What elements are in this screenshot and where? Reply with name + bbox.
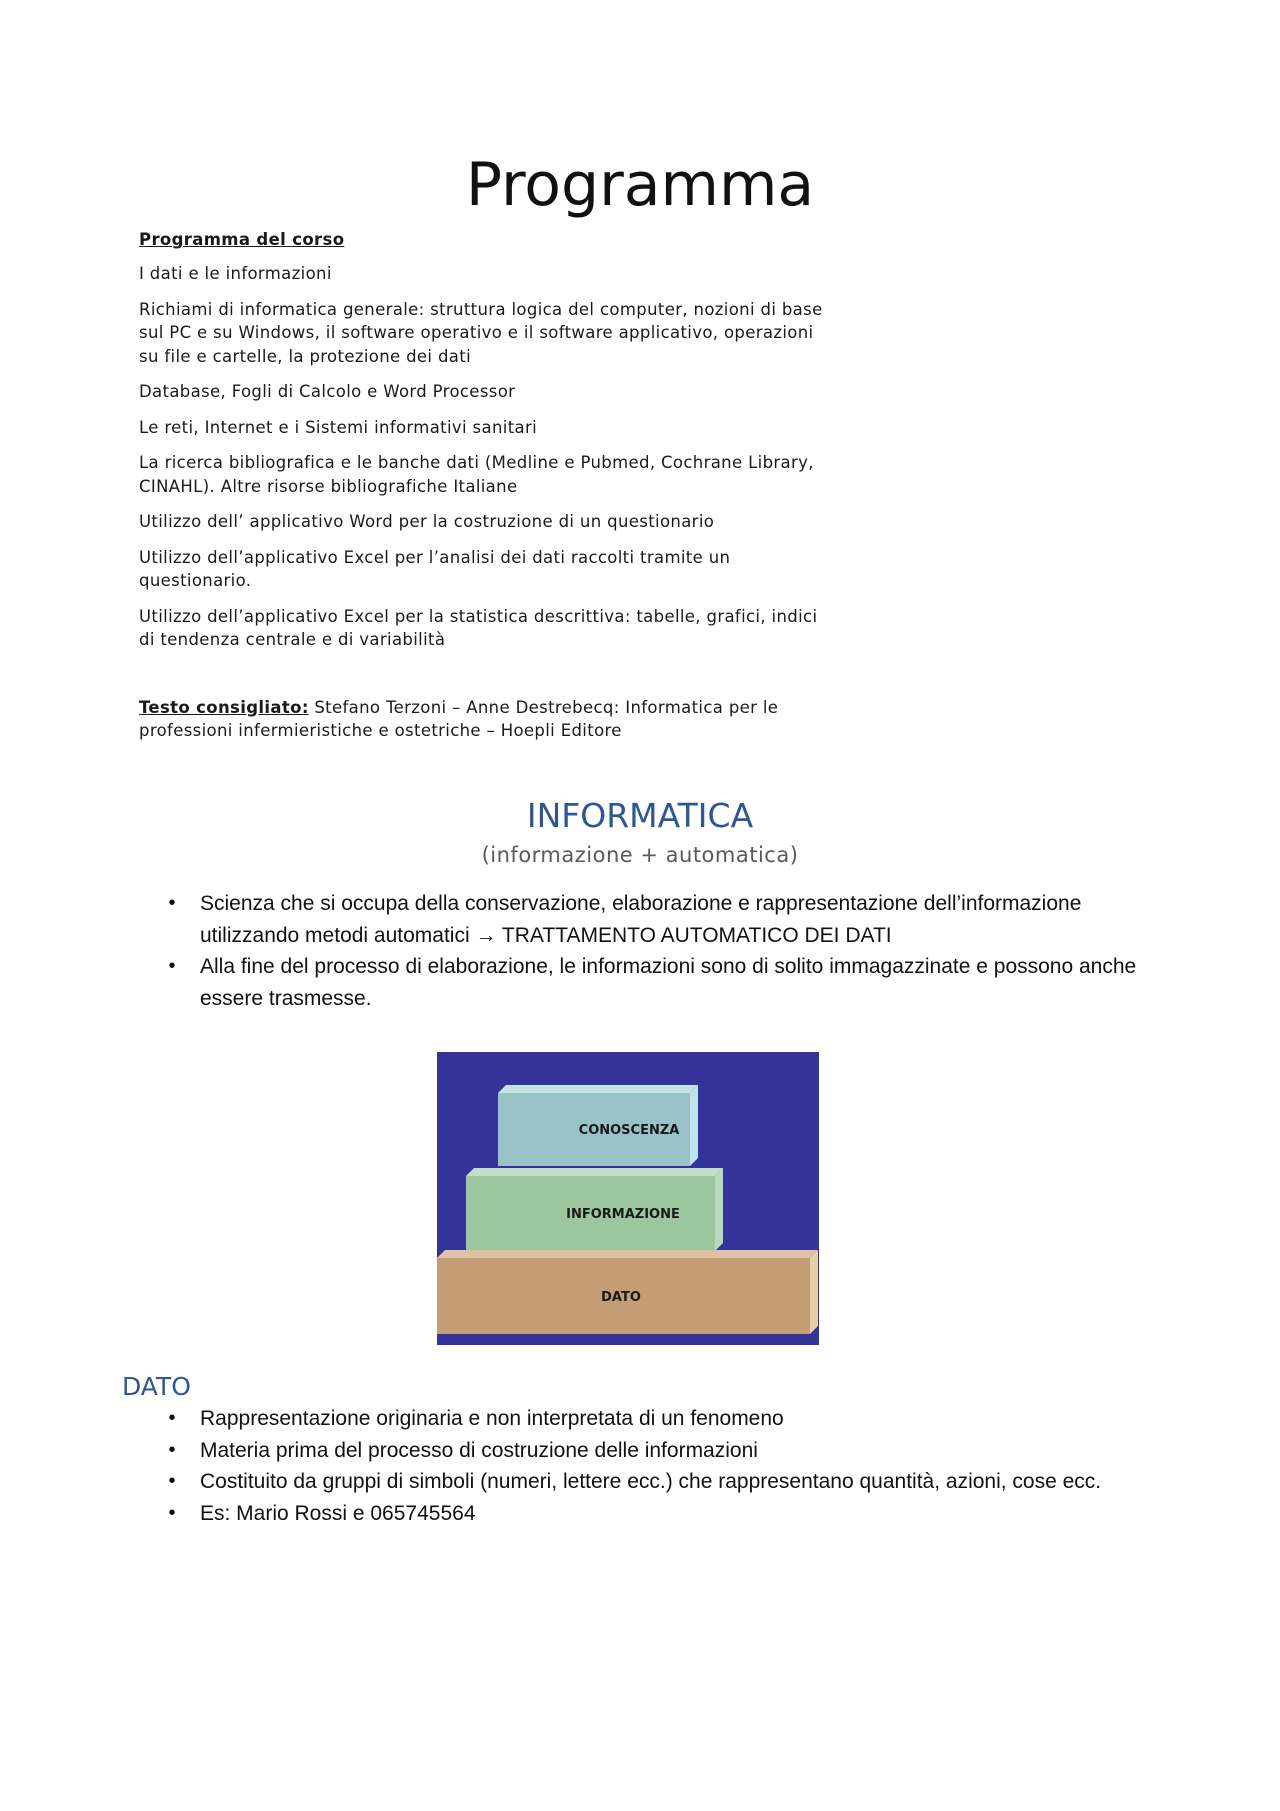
bullet-icon: • — [168, 892, 176, 914]
dato-title: DATO — [122, 1372, 191, 1401]
program-item: Utilizzo dell’applicativo Excel per la statistica descrittiva: tabelle, grafici, indici di tendenza centrale e di variabilità — [139, 606, 818, 649]
bullet-icon: • — [168, 1407, 176, 1429]
program-item: I dati e le informazioni — [139, 264, 332, 283]
list-item — [168, 951, 1160, 1014]
block-conoscenza — [498, 1085, 698, 1166]
bullet-icon: • — [168, 1501, 176, 1524]
level-label-informazione: INFORMAZIONE — [566, 1207, 680, 1222]
bullet-text: Costituito da gruppi di simboli (numeri, lettere ecc.) che rappresentano quantità, azioni, cose ecc. — [200, 1470, 1102, 1493]
reference-label: Testo consigliato: — [139, 697, 309, 717]
program-item: Database, Fogli di Calcolo e Word Processor — [139, 382, 516, 401]
bullet-text: Alla fine del processo di elaborazione, le informazioni sono di solito immagazzinate e possono anche essere trasmesse. — [200, 955, 1137, 1010]
dikw-pyramid-diagram — [437, 1052, 819, 1345]
bullet-text: Scienza che si occupa della conservazione, elaborazione e rappresentazione dell’informazione utilizzando metodi automatici → TRATTAMENTO AUTOMATICO DEI DATI — [200, 892, 1082, 947]
list-item — [168, 1466, 1160, 1498]
list-item — [168, 1435, 1160, 1467]
bullet-text: Rappresentazione originaria e non interpretata di un fenomeno — [200, 1407, 784, 1430]
bullet-icon: • — [168, 1438, 176, 1461]
program-item: Richiami di informatica generale: struttura logica del computer, nozioni di base sul PC e su Windows, il software operativo e il software applicativo, operazioni su file e cartelle, la protezione dei dati — [139, 299, 823, 366]
program-heading: Programma del corso — [139, 230, 345, 249]
dato-bullet-list — [168, 1403, 1160, 1529]
informatica-subtitle: (informazione + automatica) — [481, 843, 799, 867]
program-item: La ricerca bibliografica e le banche dati (Medline e Pubmed, Cochrane Library, CINAHL). Altre risorse bibliografiche Italiane — [139, 453, 814, 496]
bullet-text: Materia prima del processo di costruzione delle informazioni — [200, 1438, 758, 1462]
block-informazione — [466, 1168, 723, 1251]
program-scan — [139, 228, 1019, 755]
bullet-text: Es: Mario Rossi e 065745564 — [200, 1501, 476, 1525]
reference-paragraph — [139, 696, 1019, 743]
bullet-icon: • — [168, 955, 176, 977]
block-dato — [437, 1250, 818, 1334]
informatica-bullet-list — [168, 888, 1160, 1014]
page-title: Programma — [465, 150, 815, 220]
bullet-icon: • — [168, 1470, 176, 1492]
reference-text: Stefano Terzoni – Anne Destrebecq: Informatica per le professioni infermieristiche e ostetriche – Hoepli Editore — [139, 697, 779, 740]
level-label-dato: DATO — [601, 1290, 641, 1305]
level-label-conoscenza: CONOSCENZA — [578, 1123, 680, 1138]
program-item: Le reti, Internet e i Sistemi informativi sanitari — [139, 417, 538, 437]
list-item — [168, 1403, 1160, 1435]
list-item — [168, 888, 1160, 951]
program-item: Utilizzo dell’ applicativo Word per la costruzione di un questionario — [139, 512, 715, 531]
list-item — [168, 1498, 1160, 1530]
program-item: Utilizzo dell’applicativo Excel per l’analisi dei dati raccolti tramite un questionario. — [139, 547, 731, 590]
informatica-title: INFORMATICA — [526, 796, 754, 835]
